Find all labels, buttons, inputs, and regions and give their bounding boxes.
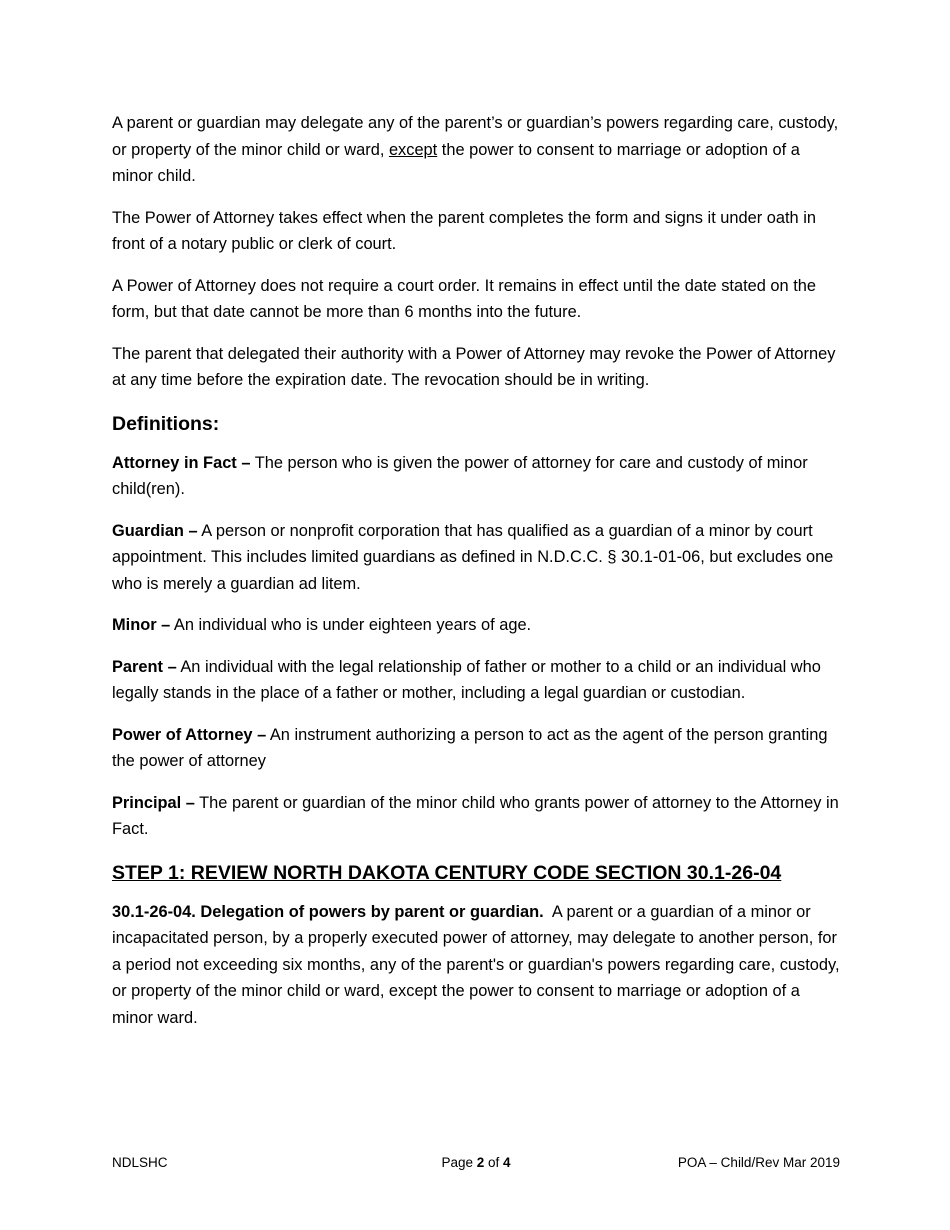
definition-item <box>112 654 840 707</box>
page-total: 4 <box>503 1155 511 1170</box>
definitions-heading: Definitions: <box>112 412 220 435</box>
intro-paragraph-2: The Power of Attorney takes effect when the parent completes the form and signs it under oath in front of a notary public or clerk of court. <box>112 208 816 253</box>
definition-text: The person who is given the power of attorney for care and custody of minor child(ren). <box>112 453 808 498</box>
definition-text: An individual who is under eighteen years of age. <box>170 616 532 634</box>
definition-item <box>112 518 840 598</box>
underlined-except: except <box>388 140 438 159</box>
statute-title: 30.1-26-04. Delegation of powers by parent or guardian. <box>112 902 544 921</box>
definition-item <box>112 790 840 843</box>
definition-term: Attorney in Fact – <box>112 453 251 472</box>
definition-term: Minor – <box>112 616 171 634</box>
page-current: 2 <box>476 1155 485 1170</box>
definition-text: A person or nonprofit corporation that has qualified as a guardian of a minor by court appointment. This includes limited guardians as defined in N.D.C.C. § 30.1-01-06, but excludes one who is merely a guardian ad litem. <box>112 521 834 593</box>
page-content <box>112 110 845 1046</box>
definition-term: Principal – <box>112 793 195 812</box>
definition-item <box>112 450 840 503</box>
page-of: of <box>484 1155 504 1170</box>
definition-term: Parent – <box>112 657 177 676</box>
definition-item <box>112 612 840 639</box>
page-prefix: Page <box>441 1155 477 1170</box>
footer-form-revision: POA – Child/Rev Mar 2019 <box>677 1155 840 1170</box>
definition-text: An individual with the legal relationship of father or mother to a child or an individual who legally stands in the place of a father or mother, including a legal guardian or custodian. <box>112 657 821 702</box>
definition-text: The parent or guardian of the minor child who grants power of attorney to the Attorney in Fact. <box>112 793 839 838</box>
intro-p1-text: A parent or guardian may delegate any of the parent’s or guardian’s powers regarding care, custody, or property of the minor child or ward, <box>112 114 839 159</box>
definition-term: Power of Attorney – <box>112 725 267 744</box>
definition-text: An instrument authorizing a person to act as the agent of the person granting the power of attorney <box>112 725 828 770</box>
footer-org: NDLSHC <box>112 1155 168 1170</box>
step1-heading: STEP 1: REVIEW NORTH DAKOTA CENTURY CODE SECTION 30.1-26-04 <box>112 861 782 884</box>
definition-term: Guardian – <box>112 521 198 540</box>
intro-paragraph-1 <box>112 110 840 190</box>
intro-p1-text-end: the power to consent to marriage or adoption of a minor child. <box>112 140 800 185</box>
definition-item <box>112 722 840 775</box>
statute-text: A parent or a guardian of a minor or incapacitated person, by a properly executed power of attorney, may delegate to another person, for a period not exceeding six months, any of the parent's or guardian's powers regarding care, custody, or property of the minor child or ward, except the power to consent to marriage or adoption of a minor ward. <box>112 902 845 1027</box>
intro-paragraph-4: The parent that delegated their authority with a Power of Attorney may revoke the Power of Attorney at any time before the expiration date. The revocation should be in writing. <box>112 344 836 389</box>
page-footer <box>112 1155 840 1175</box>
statute-paragraph <box>112 899 845 1032</box>
intro-paragraph-3: A Power of Attorney does not require a court order. It remains in effect until the date stated on the form, but that date cannot be more than 6 months into the future. <box>112 276 817 321</box>
